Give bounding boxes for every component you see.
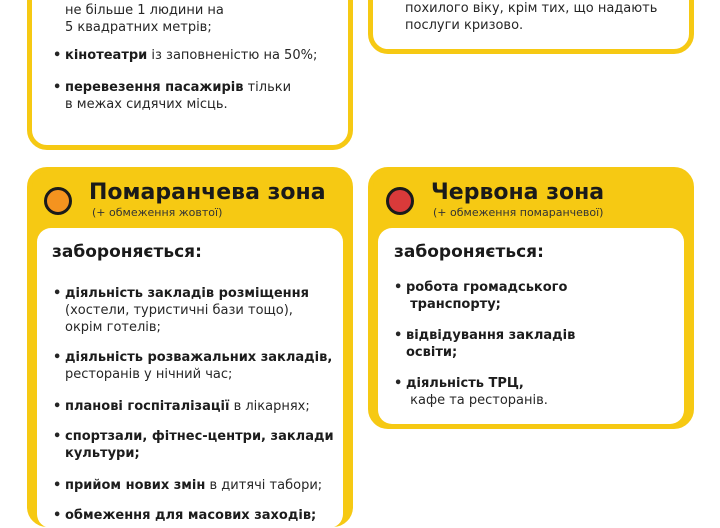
zone-title: Помаранчева зона	[89, 180, 326, 205]
bullet-icon: •	[394, 376, 403, 391]
bullet-icon: •	[53, 350, 62, 365]
list-item: • діяльність ТРЦ, кафе та ресторанів.	[394, 376, 548, 408]
zone-title: Червона зона	[431, 180, 605, 205]
red-zone-card	[368, 167, 694, 429]
list-item: • спортзали, фітнес-центри, заклади культури;	[53, 429, 334, 461]
bullet-icon: •	[394, 280, 403, 295]
orange-circle-icon	[44, 187, 72, 215]
bullet-icon: •	[53, 286, 62, 301]
bullet-icon: •	[53, 429, 62, 444]
list-item: • планові госпіталізації в лікарнях;	[53, 399, 310, 414]
list-item: • кінотеатри із заповненістю на 50%;	[53, 48, 318, 63]
list-item: похилого віку, крім тих, що надають послуги кризово.	[405, 1, 658, 33]
bullet-icon: •	[53, 508, 62, 523]
zone-subtitle: (+ обмеження жовтої)	[92, 206, 223, 219]
list-item: не більше 1 людини на 5 квадратних метрів;	[65, 3, 224, 35]
list-item: • робота громадського транспорту;	[394, 280, 568, 312]
bullet-icon: •	[53, 399, 62, 414]
zone-subtitle: (+ обмеження помаранчевої)	[433, 206, 604, 219]
bullet-icon: •	[394, 328, 403, 343]
red-circle-icon	[386, 187, 414, 215]
top-right-card	[368, 0, 694, 54]
list-item: • відвідування закладів освіти;	[394, 328, 576, 360]
list-item: • діяльність розважальних закладів, ресторанів у нічний час;	[53, 350, 333, 382]
section-heading: забороняється:	[52, 242, 202, 262]
list-item: • діяльність закладів розміщення (хостели, туристичні бази тощо), окрім готелів;	[53, 286, 309, 335]
bullet-icon: •	[53, 80, 62, 95]
orange-zone-card	[27, 167, 353, 527]
list-item: • перевезення пасажирів тільки в межах сидячих місць.	[53, 80, 292, 112]
list-item: • прийом нових змін в дитячі табори;	[53, 478, 323, 493]
bullet-icon: •	[53, 48, 62, 63]
list-item: • обмеження для масових заходів;	[53, 508, 317, 523]
section-heading: забороняється:	[394, 242, 544, 262]
top-left-card	[27, 0, 353, 150]
bullet-icon: •	[53, 478, 62, 493]
